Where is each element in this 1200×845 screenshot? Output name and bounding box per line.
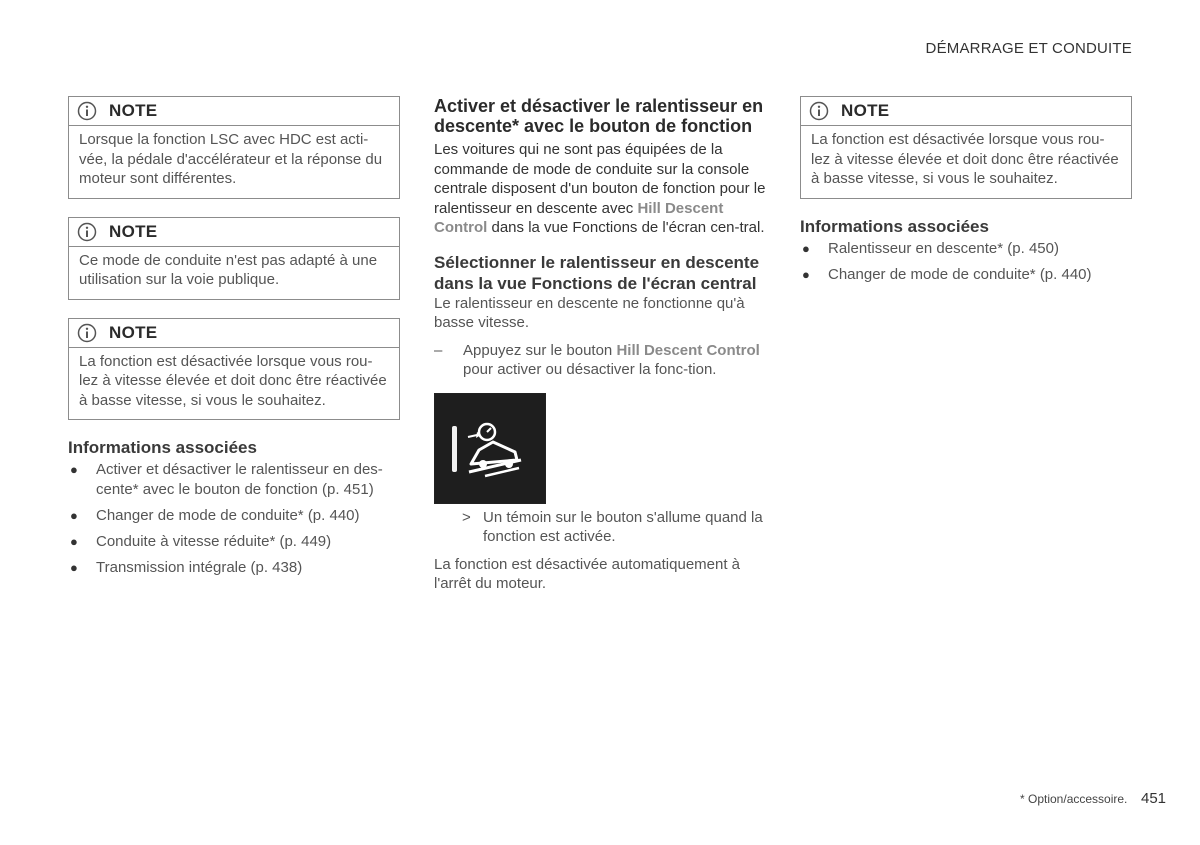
related-link-text: Changer de mode de conduite* (p. 440): [96, 506, 360, 524]
closing-paragraph: La fonction est désactivée automatiquement à l'arrêt du moteur.: [434, 555, 741, 592]
info-icon: [77, 101, 97, 121]
note-title: NOTE: [109, 101, 158, 120]
related-link-text: Transmission intégrale (p. 438): [96, 558, 303, 576]
related-links-list: [68, 460, 400, 577]
section-header: DÉMARRAGE ET CONDUITE: [925, 40, 1132, 57]
note-header: [69, 319, 399, 348]
hill-descent-control-label: Hill Descent Control: [434, 199, 724, 236]
note-box: [68, 217, 400, 300]
hill-descent-control-label: Hill Descent Control: [616, 341, 760, 359]
related-link-text: Activer et désactiver le ralentisseur en des-cente* avec le bouton de fonction (p. 451): [96, 461, 383, 498]
bullet-icon: ●: [802, 266, 810, 282]
info-icon: [77, 222, 97, 242]
note-text: La fonction est désactivée lorsque vous rou-lez à vitesse élevée et doit donc être réactivée à basse vitesse, si vous le souhaitez.: [79, 352, 387, 409]
step-marker: –: [434, 341, 443, 359]
note-header: [69, 97, 399, 126]
bullet-icon: ●: [70, 533, 78, 549]
hill-descent-icon: [435, 394, 545, 503]
left-column: [68, 96, 400, 584]
function-button-image: [434, 393, 546, 504]
section-title: Activer et désactiver le ralentisseur en descente* avec le bouton de fonction: [434, 96, 764, 136]
bullet-icon: ●: [70, 462, 78, 477]
note-box: [68, 96, 400, 199]
info-icon: [809, 101, 829, 121]
note-title: NOTE: [841, 101, 890, 120]
middle-column: [434, 96, 768, 594]
bullet-icon: ●: [70, 507, 78, 523]
related-link[interactable]: [800, 265, 1132, 285]
note-title: NOTE: [109, 322, 158, 342]
related-link[interactable]: [68, 506, 400, 526]
note-header: [69, 218, 399, 247]
related-info-heading: Informations associées: [800, 216, 989, 236]
related-links-list: [800, 239, 1132, 285]
related-link-text: Ralentisseur en descente* (p. 450): [828, 239, 1059, 257]
instruction-step: – Appuyez sur le bouton Hill Descent Control pour activer ou désactiver la fonc-tion.: [434, 341, 760, 378]
subsection-title: Sélectionner le ralentisseur en descente dans la vue Fonctions de l'écran central: [434, 252, 760, 293]
intro-paragraph: Les voitures qui ne sont pas équipées de la commande de mode de conduite sur la console centrale disposent d'un bouton de fonction pour le ralentisseur en descente avec Hill Descent Control dans la vue Fonctions de l'écran cen-tral.: [434, 141, 766, 236]
bullet-icon: ●: [802, 240, 810, 256]
related-link[interactable]: [68, 532, 400, 552]
bullet-icon: ●: [70, 559, 78, 575]
result-text: Un témoin sur le bouton s'allume quand la fonction est activée.: [483, 508, 763, 545]
related-link-text: Conduite à vitesse réduite* (p. 449): [96, 532, 332, 550]
note-box: [68, 318, 400, 421]
note-text: Lorsque la fonction LSC avec HDC est acti-vée, la pédale d'accélérateur et la réponse du moteur sont différentes.: [79, 131, 383, 187]
related-link[interactable]: [68, 460, 400, 499]
right-column: [800, 96, 1132, 291]
result-marker: >: [462, 508, 471, 526]
related-link[interactable]: [68, 558, 400, 578]
note-text: La fonction est désactivée lorsque vous rou-lez à vitesse élevée et doit donc être réactivée à basse vitesse, si vous le souhaitez.: [811, 131, 1119, 187]
note-box: [800, 96, 1132, 199]
footer-note: * Option/accessoire.: [1020, 792, 1128, 806]
note-title: NOTE: [109, 221, 158, 241]
note-text: Ce mode de conduite n'est pas adapté à une utilisation sur la voie publique.: [79, 251, 378, 288]
subsection-text: Le ralentisseur en descente ne fonctionne qu'à basse vitesse.: [434, 294, 745, 331]
info-icon: [77, 323, 97, 343]
related-link[interactable]: [800, 239, 1132, 259]
page-number: 451: [1141, 790, 1167, 807]
result-line: [434, 508, 768, 547]
related-info-heading: Informations associées: [68, 438, 257, 457]
related-link-text: Changer de mode de conduite* (p. 440): [828, 265, 1092, 283]
note-header: [801, 97, 1131, 126]
